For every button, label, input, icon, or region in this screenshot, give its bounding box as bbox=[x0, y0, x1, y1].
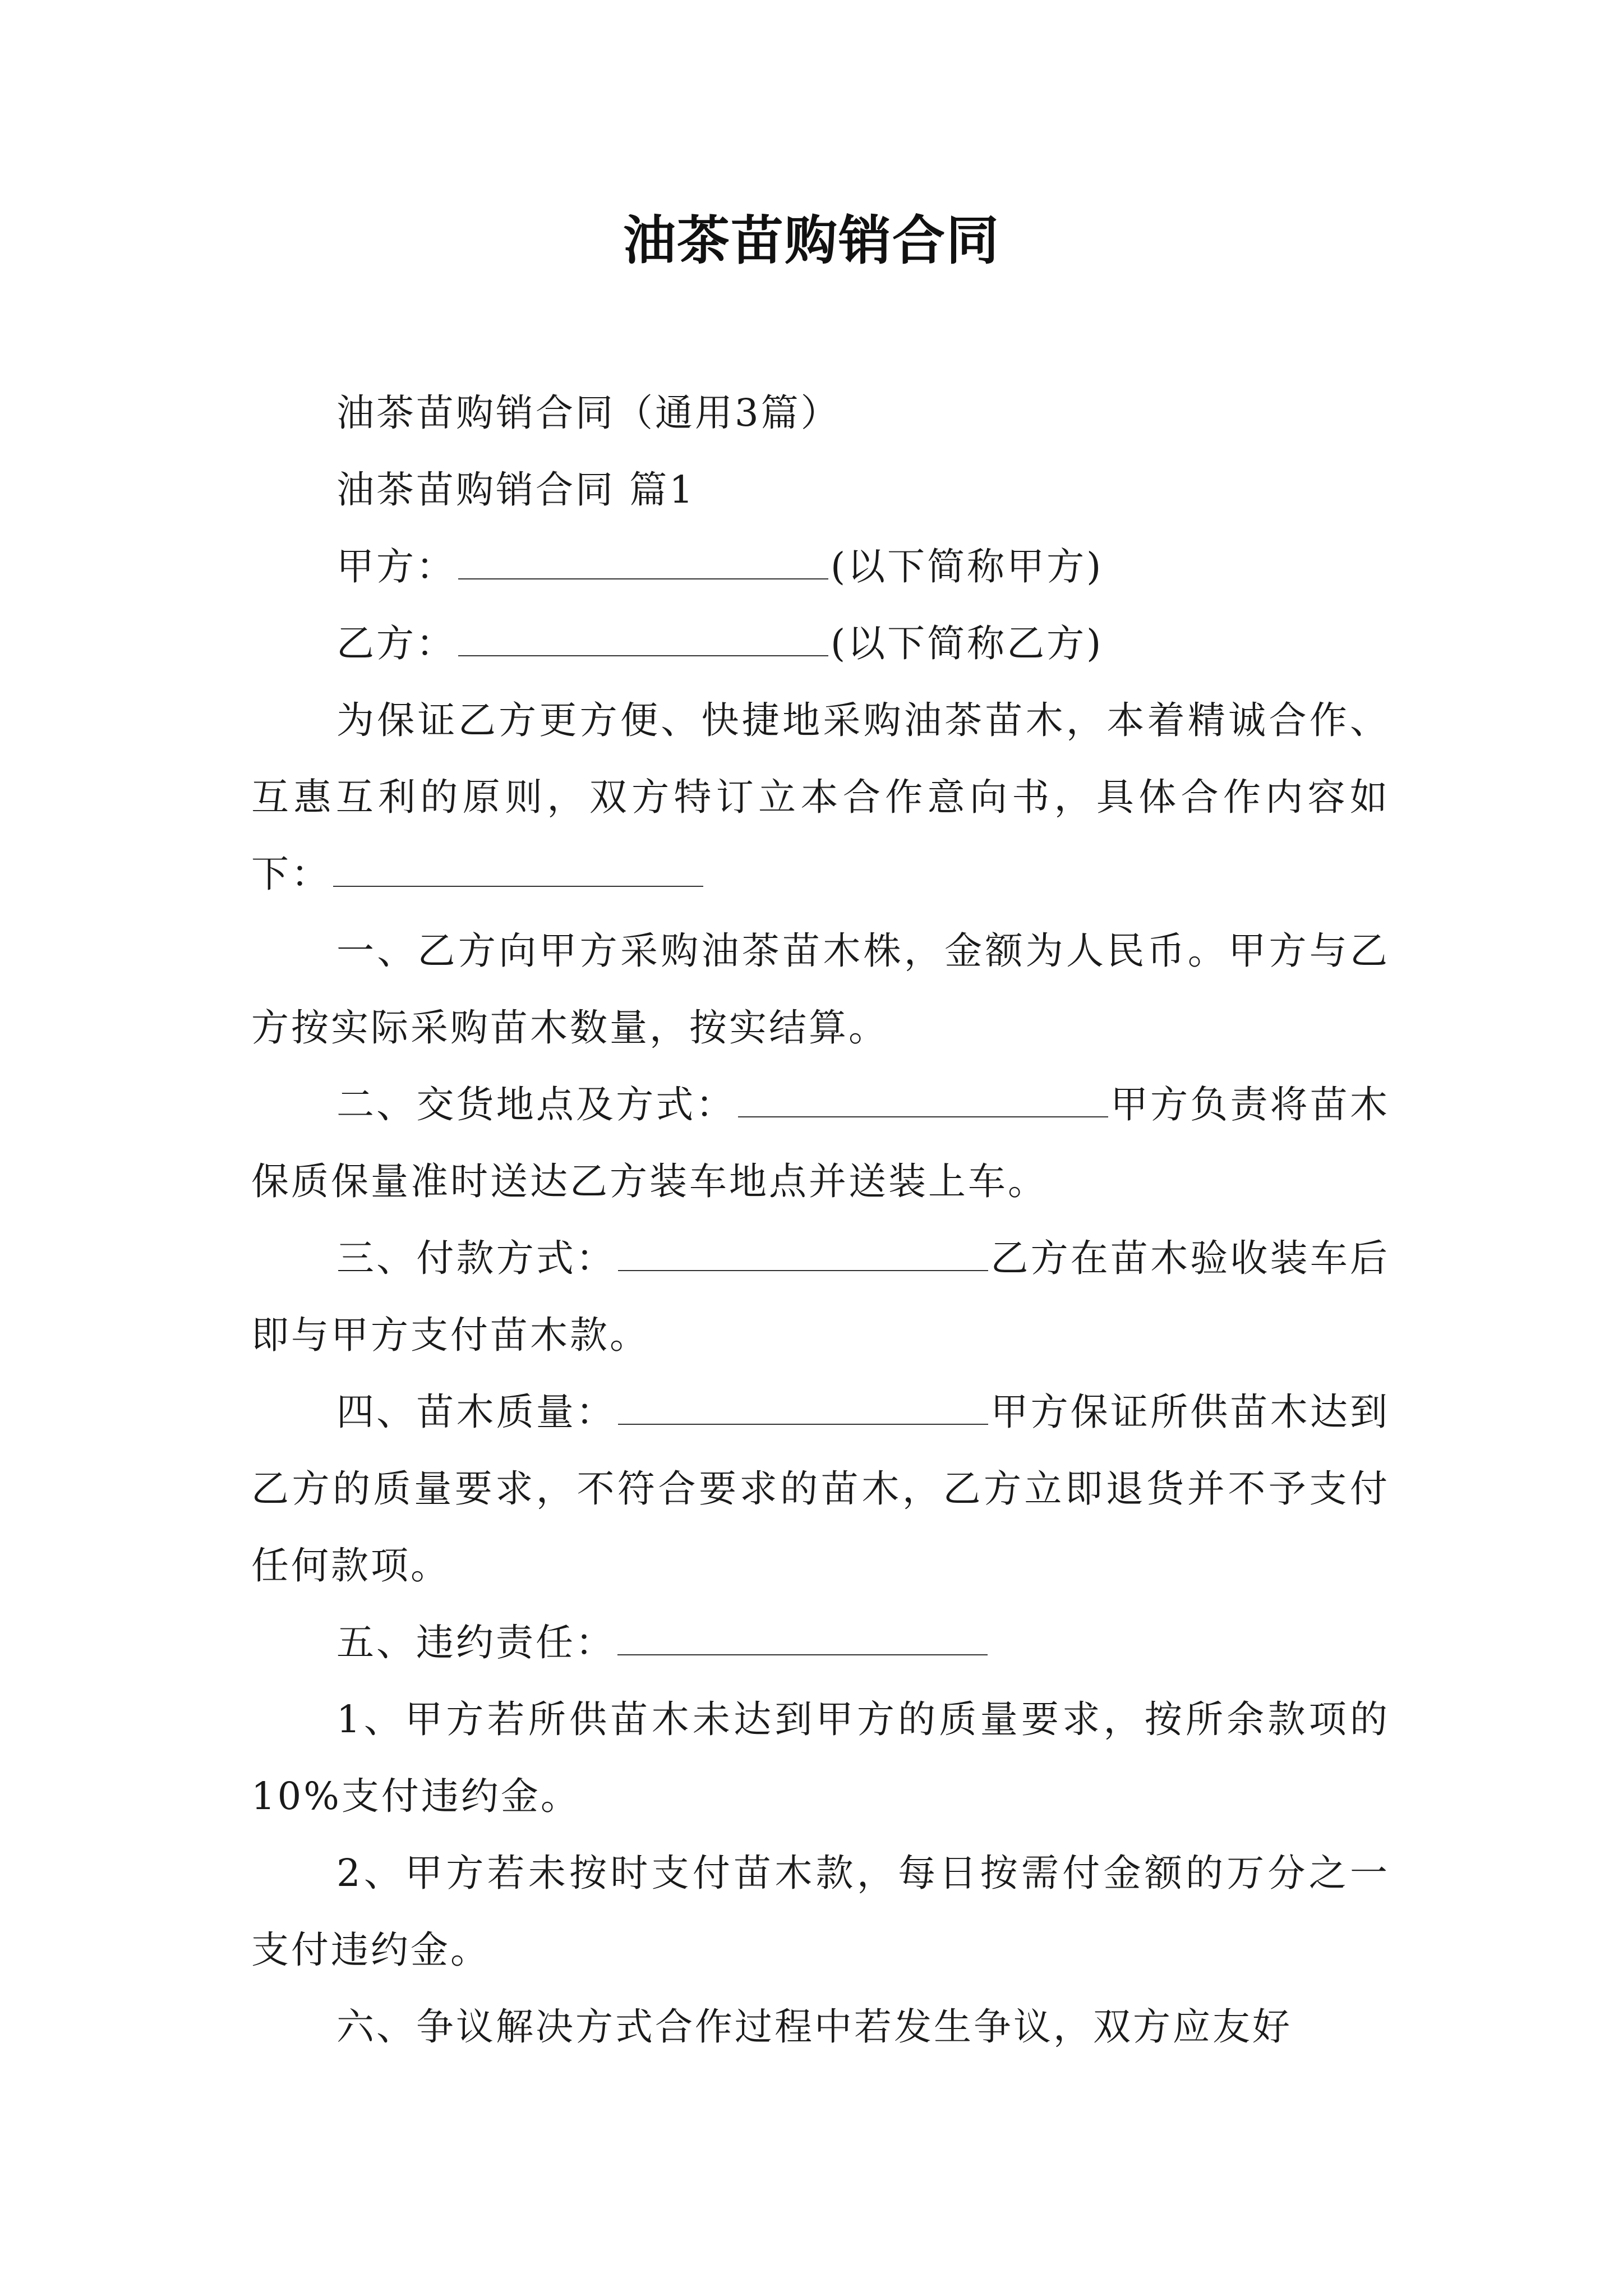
party-a-line bbox=[251, 528, 1390, 605]
clause-3-blank bbox=[618, 1236, 988, 1271]
doc-subtitle: 油茶苗购销合同（通用3篇） bbox=[336, 391, 841, 435]
clause-4-text: 甲方保证所供苗木达到乙方的质量要求，不符合要求的苗木，乙方立即退货并不予支付任何款项。 bbox=[251, 1390, 1390, 1588]
clause-5-blank bbox=[617, 1621, 988, 1655]
party-b-line bbox=[251, 605, 1390, 682]
clause-4-label: 四、苗木质量： bbox=[336, 1390, 616, 1434]
clause-2 bbox=[251, 1066, 1390, 1220]
party-b-label: 乙方： bbox=[336, 622, 456, 665]
party-a-label: 甲方： bbox=[336, 545, 456, 588]
party-b-note: (以下简称乙方) bbox=[831, 622, 1104, 665]
document-body bbox=[251, 375, 1390, 2065]
intro-paragraph bbox=[251, 682, 1390, 913]
clause-1: 一、乙方向甲方采购油茶苗木株，金额为人民币。甲方与乙方按实际采购苗木数量，按实结算。 bbox=[251, 929, 1390, 1050]
clause-6: 六、争议解决方式合作过程中若发生争议，双方应友好 bbox=[336, 2005, 1292, 2049]
clause-5-item-2: 2、甲方若未按时支付苗木款，每日按需付金额的万分之一支付违约金。 bbox=[251, 1851, 1390, 1972]
clause-5-item-1: 1、甲方若所供苗木未达到甲方的质量要求，按所余款项的10%支付违约金。 bbox=[251, 1697, 1390, 1818]
section-heading: 油茶苗购销合同 篇1 bbox=[336, 468, 695, 512]
clause-4 bbox=[251, 1374, 1390, 1604]
clause-2-text: 甲方负责将苗木保质保量准时送达乙方装车地点并送装上车。 bbox=[251, 1083, 1390, 1203]
clause-2-label: 二、交货地点及方式： bbox=[336, 1083, 736, 1126]
document-title: 油茶苗购销合同 bbox=[623, 210, 1000, 272]
clause-3-label: 三、付款方式： bbox=[336, 1236, 616, 1280]
intro-blank bbox=[333, 852, 703, 887]
party-a-note: (以下简称甲方) bbox=[831, 545, 1104, 588]
clause-2-blank bbox=[738, 1083, 1108, 1117]
clause-5-label: 五、违约责任： bbox=[336, 1621, 615, 1664]
party-a-blank bbox=[458, 545, 828, 579]
clause-5 bbox=[251, 1604, 1390, 1681]
intro-text: 为保证乙方更方便、快捷地采购油茶苗木，本着精诚合作、互惠互利的原则，双方特订立本合作意向书，具体合作内容如下： bbox=[251, 698, 1390, 896]
clause-4-blank bbox=[618, 1390, 988, 1425]
party-b-blank bbox=[458, 622, 828, 656]
clause-3-text: 乙方在苗木验收装车后即与甲方支付苗木款。 bbox=[251, 1236, 1390, 1357]
clause-3 bbox=[251, 1220, 1390, 1374]
